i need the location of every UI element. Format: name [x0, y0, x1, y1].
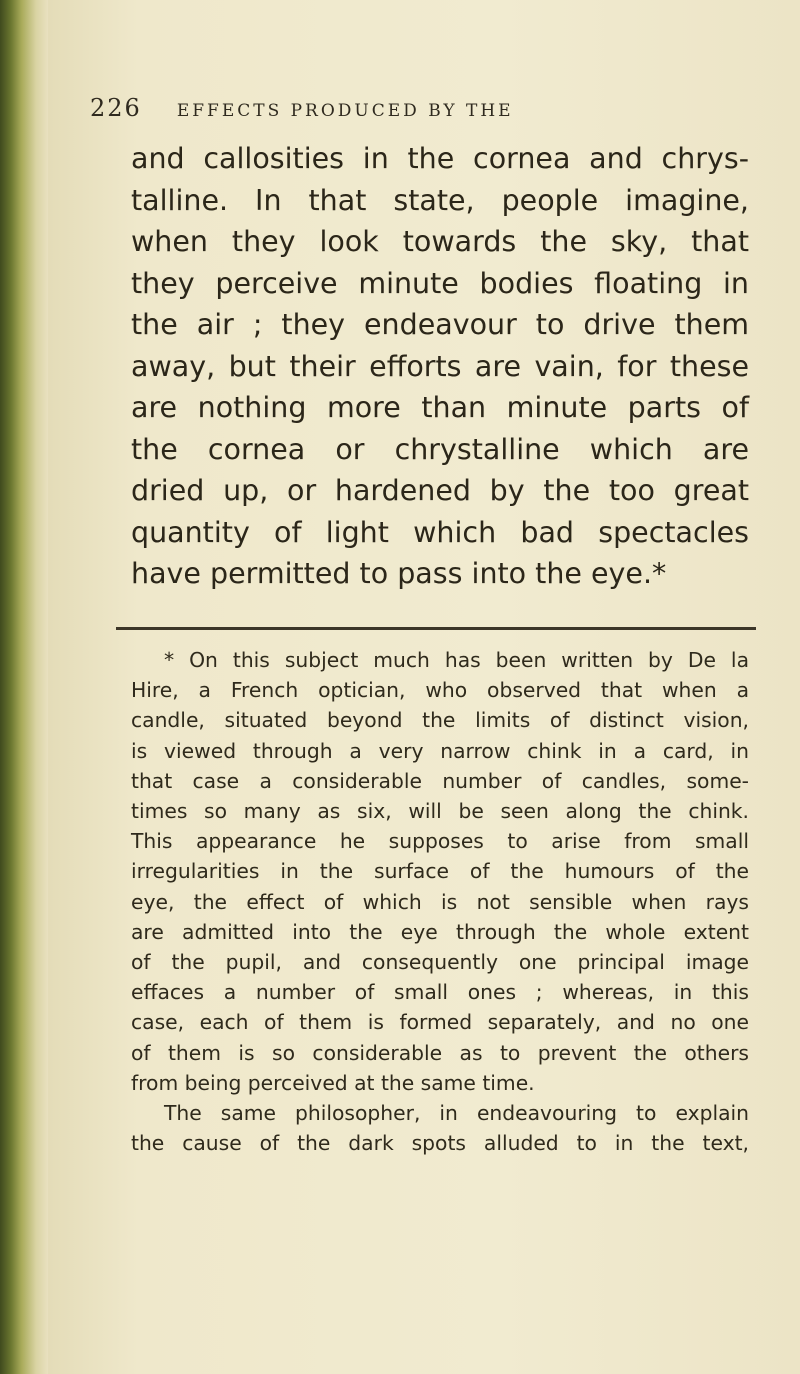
footnote-line: irregularities in the surface of the humours of the [131, 859, 749, 884]
footnote-line: Hire, a French optician, who observed that when a [131, 678, 749, 703]
main-line: have permitted to pass into the eye.* [131, 557, 667, 590]
footnote-line: candle, situated beyond the limits of distinct vision, [131, 708, 749, 733]
footnote-line: effaces a number of small ones ; whereas, in this [131, 980, 749, 1005]
footnote-line: the cause of the dark spots alluded to in the text, [131, 1131, 749, 1156]
page-number: 226 [90, 94, 142, 122]
main-line: they perceive minute bodies floating in [131, 266, 749, 300]
main-line: quantity of light which bad spectacles [131, 515, 749, 549]
book-gutter [0, 0, 48, 1374]
running-title: EFFECTS PRODUCED BY THE [176, 101, 514, 121]
footnote-line: are admitted into the eye through the whole extent [131, 919, 749, 944]
footnote [131, 645, 749, 1158]
footnote-line: eye, the effect of which is not sensible when rays [131, 889, 749, 914]
main-text [131, 138, 749, 595]
footnote-line: from being perceived at the same time. [131, 1070, 535, 1095]
main-line: are nothing more than minute parts of [131, 391, 749, 424]
main-line: dried up, or hardened by the too great [131, 474, 749, 507]
main-line: the cornea or chrystalline which are [131, 432, 749, 466]
footnote-line: of the pupil, and consequently one principal image [131, 950, 749, 975]
main-line: away, but their efforts are vain, for these [131, 349, 749, 383]
footnote-line: that case a considerable number of candles, some- [131, 768, 749, 793]
footnote-rule [116, 627, 756, 630]
footnote-line: times so many as six, will be seen along the chink. [131, 799, 749, 824]
main-line: talline. In that state, people imagine, [131, 183, 749, 217]
main-line: when they look towards the sky, that [131, 225, 749, 258]
main-line: and callosities in the cornea and chrys- [131, 142, 749, 175]
footnote-line: case, each of them is formed separately, and no one [131, 1010, 749, 1035]
main-line: the air ; they endeavour to drive them [131, 308, 749, 341]
footnote-line: of them is so considerable as to prevent the others [131, 1040, 749, 1065]
footnote-line: is viewed through a very narrow chink in a card, in [131, 738, 749, 763]
footnote-line: The same philosopher, in endeavouring to explain [164, 1101, 749, 1126]
page-header [90, 94, 514, 122]
footnote-line: * On this subject much has been written by De la [164, 648, 749, 672]
footnote-line: This appearance he supposes to arise from small [131, 829, 749, 854]
